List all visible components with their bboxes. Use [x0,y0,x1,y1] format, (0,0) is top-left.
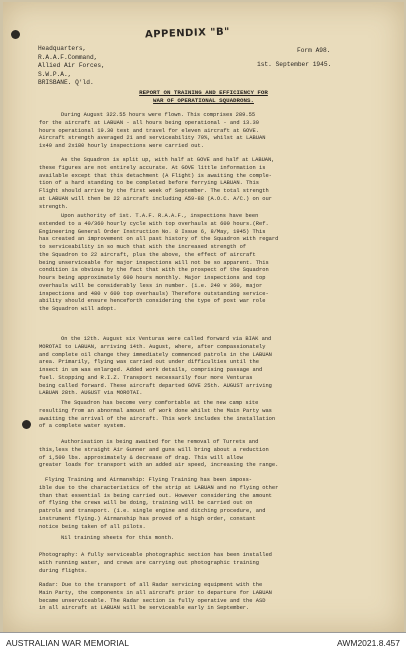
paragraph-line: As the Squadron is split up, with half at GOVE and half at LABUAN, [61,157,275,163]
paragraph-line: awaiting the arrival of the aircraft. This work includes the installation [39,415,276,422]
archive-reference: AWM2021.8.457 [337,638,400,648]
paragraph-line: ability should ensure henceforth considering the type of post war role [39,298,266,305]
paragraph-line: patrols and transport. (i.e. single engine and ditching procedure, and [39,508,266,514]
report-paragraph [39,439,394,470]
paragraph-line: ible due to the characteristics of the strip at LABUAN and no flying other [39,484,279,491]
paragraph-line: The Squadron has become very comfortable at the new camp site [61,400,259,406]
paragraph-line: During August 322.55 hours were flown. This comprises 289.55 [61,112,256,118]
paragraph-line: Photography: A fully serviceable photographic section has been installed [39,552,272,558]
paragraph-line: instrument flying.) Airmanship has proved of a high order, constant [39,515,256,522]
paragraph-line: MOROTAI to LABUAN, arriving 14th. August, where, after compassionately [39,343,266,350]
punch-hole [11,30,20,39]
report-paragraph [39,552,394,575]
paragraph-line: overhauls will be considerably less in number. (i.e. 240 v 360, major [39,282,263,289]
paragraph-line: the Squadron will adopt. [39,306,117,312]
punch-hole [22,420,31,429]
report-paragraph [39,582,394,613]
document-page [3,2,404,632]
paragraph-line: insect in um was enlarged. Added work details, comprising passage and [39,367,263,373]
paragraph-line: On the 12th. August six Venturas were called forward via BIAK and [61,336,272,342]
paragraph-line: tion of a hard standing to be completed before ferrying LABUAN. This [39,180,259,187]
paragraph-line: notice being taken of all pilots. [39,523,146,530]
paragraph-line: to serviceability in so much that with the increased strength of [39,244,247,250]
paragraph-line: these figures are not entirely accurate. At GOVE little information is [39,164,266,171]
paragraph-line: 1x40 and 2x180 hourly inspections were carried out. [39,143,204,149]
form-number: Form A98. [297,47,331,54]
report-paragraph [39,336,394,398]
paragraph-line: during flights. [39,567,88,574]
paragraph-line: strength. [39,203,69,210]
report-paragraph [39,213,394,314]
paragraph-line: and complete oil change they immediately commenced patrols in the LABUAN [39,351,272,358]
paragraph-line: condition is obvious by the fact that with the prospect of the Squadron [39,267,269,274]
address-line: Allied Air Forces, [38,62,105,70]
paragraph-line: the Squadron to 22 aircraft, plus the above, the effect of aircraft [39,251,256,258]
address-line: S.W.P.A., [38,70,72,78]
paragraph-line: than that essential is being carried out. However considering the amount [39,492,272,499]
paragraph-line: resulting from an abnormal amount of work done whilst the Main Party was [39,407,272,414]
address-line: R.A.A.F.Command, [38,53,98,61]
paragraph-line: for the aircraft at LABUAN - all hours being operational - and 13.30 [39,119,259,126]
paragraph-line: of 1,500 lbs. approximately & decrease of drag. This will allow [39,454,243,461]
report-paragraph [39,477,394,531]
paragraph-line: Authorisation is being awaited for the removal of Turrets and [61,439,259,445]
paragraph-line: hours being approximately 600 hours monthly. Major inspections and top [39,275,266,281]
paragraph-line: of flying the crews will be doing, training will be carried out on [39,500,253,507]
report-paragraph [39,535,394,543]
paragraph-line: Engineering General Order Instruction No. 8 Issue 6, 8/May, 1945) This [39,228,266,235]
paragraph-line: has created an improvement on all past history of the Squadron with regard [39,236,279,243]
paragraph-line: being unserviceable for major inspections will not be so apparent. This [39,259,269,266]
report-paragraph [39,400,394,431]
paragraph-line: greater loads for transport with an added air speed, increasing the range. [39,462,279,469]
paragraph-line: of a complete water system. [39,423,127,430]
paragraph-line: at LABUAN will then be 22 aircraft including A59-88 (A.O.C. A/C.) on our [39,195,272,202]
paragraph-line: extended to a 40/360 hourly cycle with top overhauls at 600 hours.(Ref. [39,220,269,227]
archive-footer [0,632,406,654]
archive-name: AUSTRALIAN WAR MEMORIAL [6,638,129,648]
report-paragraph [39,157,394,211]
paragraph-line: Nil training sheets for this month. [61,535,175,541]
address-line: BRISBANE. Q'ld. [38,79,94,87]
paragraph-line: with running water, and crews are carrying out photographic training [39,559,259,566]
paragraph-line: LABUAN 28th. AUGUST via MOROTAI. [39,390,143,397]
paragraph-line: hours operational 19.30 test and travel for eleven aircraft at GOVE. [39,127,259,134]
address-block [38,45,105,88]
address-line: Headquarters, [38,45,87,52]
paragraph-line: fuel. Stopping and R.I.Z. Transport necessarily four more Venturas [39,374,253,381]
paragraph-line: being called forward. These aircraft departed GOVE 25th. AUGUST arriving [39,382,272,389]
paragraph-line: area. Primarily, flying was carried out under difficulties until the [39,359,259,366]
paragraph-line: Flight should arrive by the first week of September. The total strength [39,188,269,194]
paragraph-line: Aircraft strength averaged 21 and serviceability 70%, whilst at LABUAN [39,135,266,142]
report-title-line: WAR OF OPERATIONAL SQUADRONS. [153,97,254,104]
paragraph-line: Main Party, the components in all aircraft prior to departure for LABUAN [39,589,272,596]
report-title-line: REPORT ON TRAINING AND EFFICIENCY FOR [139,89,268,96]
paragraph-line: this,less the straight Air Gunner and guns will bring about a reduction [39,446,269,453]
appendix-annotation: APPENDIX "B" [144,26,231,41]
paragraph-line: Upon authority of 1st. T.A.F. R.A.A.F., inspections have been [61,213,259,219]
document-date: 1st. September 1945. [257,61,332,68]
paragraph-line: became unserviceable. The Radar section is fully operative and the ASD [39,597,266,604]
paragraph-line: in all aircraft at LABUAN will be serviceable early in September. [39,605,250,612]
paragraph-line: Flying Training and Airmanship: Flying Training has been imposs- [45,477,253,483]
paragraph-line: inspections and 480 v 600 top overhauls) Therefore outstanding service- [39,290,269,297]
paragraph-line: available except that this detachment (A Flight) is awaiting the comple- [39,172,272,179]
paragraph-line: Radar: Due to the transport of all Radar servicing equipment with the [39,582,263,588]
report-paragraph [39,112,394,151]
